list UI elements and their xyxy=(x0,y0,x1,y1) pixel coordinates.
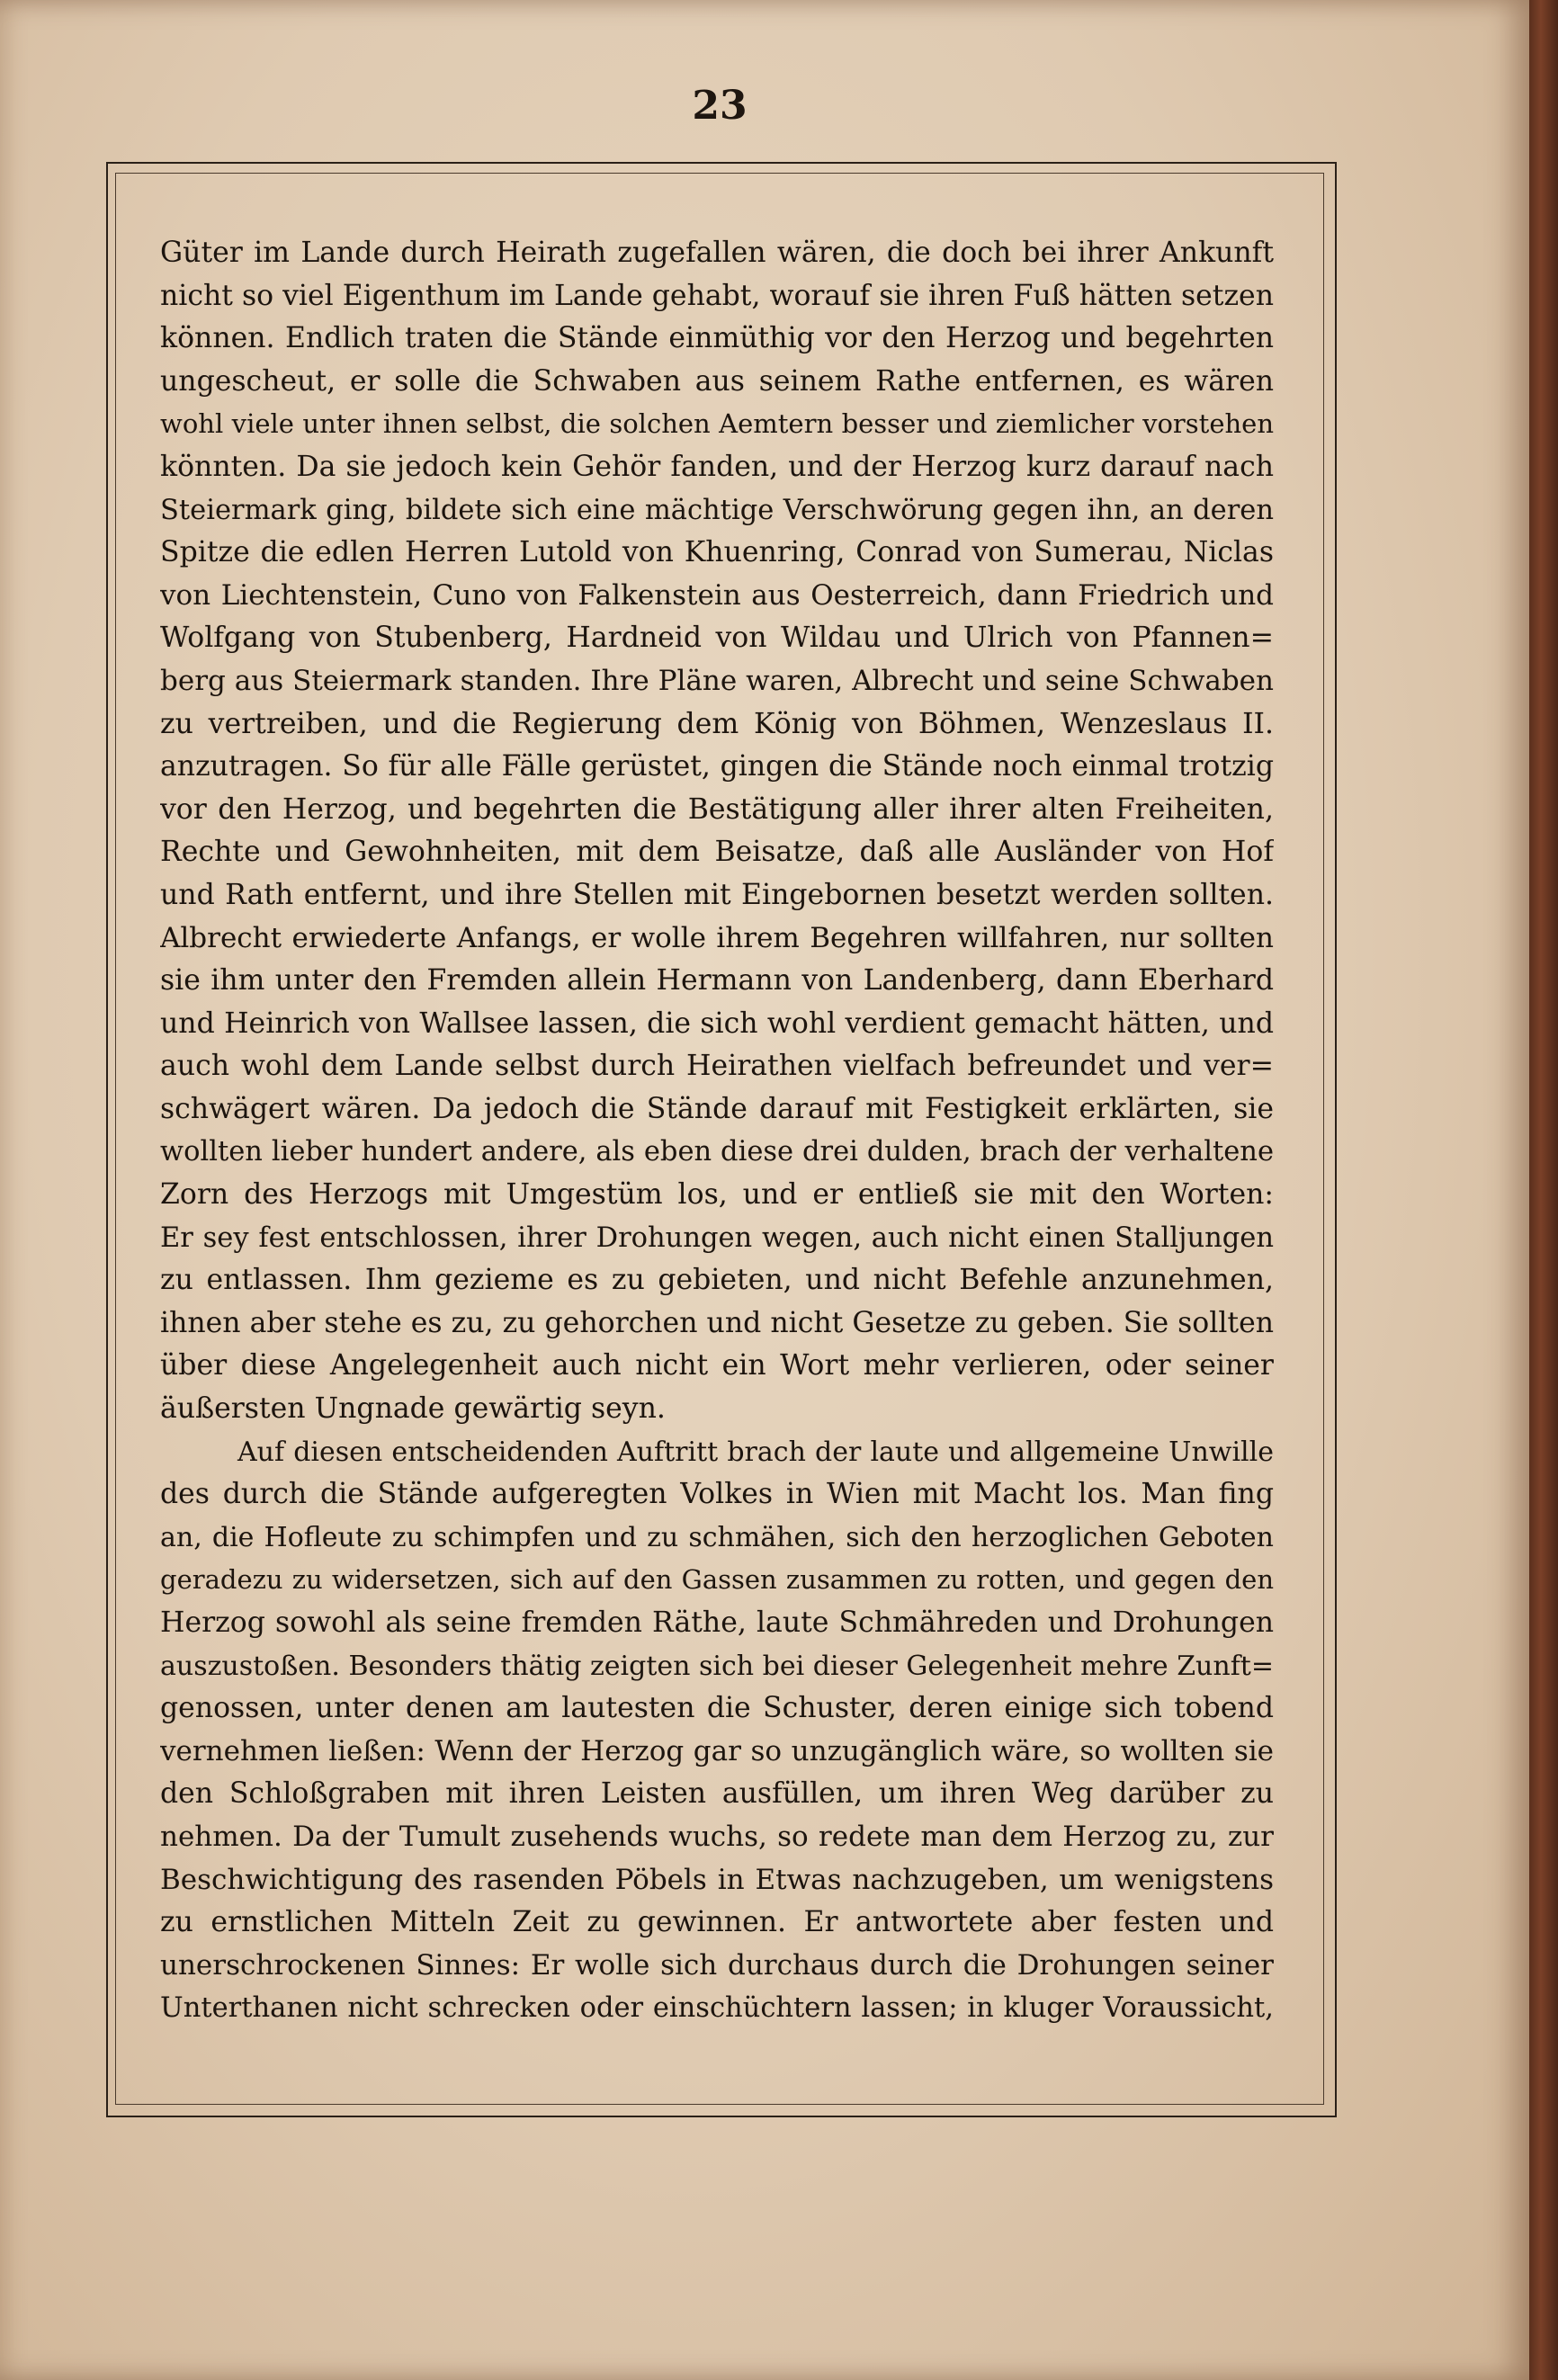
text-line: zu vertreiben, und die Regierung dem König von Böhmen, Wenzeslaus II. xyxy=(160,707,1274,740)
text-line: und Rath entfernt, und ihre Stellen mit Eingebornen besetzt werden sollten. xyxy=(160,878,1274,911)
text-line: des durch die Stände aufgeregten Volkes in Wien mit Macht los. Man fing xyxy=(160,1478,1274,1511)
text-line: könnten. Da sie jedoch kein Gehör fanden, und der Herzog kurz darauf nach xyxy=(160,450,1274,483)
text-line: zu entlassen. Ihm gezieme es zu gebieten, und nicht Befehle anzunehmen, xyxy=(160,1264,1274,1297)
text-line: unerschrockenen Sinnes: Er wolle sich durchaus durch die Drohungen seiner xyxy=(160,1948,1274,1982)
text-line: schwägert wären. Da jedoch die Stände darauf mit Festigkeit erklärten, sie xyxy=(160,1092,1274,1125)
text-line: ihnen aber stehe es zu, zu gehorchen und nicht Gesetze zu geben. Sie sollten xyxy=(160,1306,1274,1339)
book-spine xyxy=(1529,0,1558,2380)
text-line: Er sey fest entschlossen, ihrer Drohungen wegen, auch nicht einen Stalljungen xyxy=(160,1221,1274,1254)
text-line: über diese Angelegenheit auch nicht ein Wort mehr verlieren, oder seiner xyxy=(160,1349,1274,1382)
text-line: berg aus Steiermark standen. Ihre Pläne waren, Albrecht und seine Schwaben xyxy=(160,664,1274,697)
text-line: zu ernstlichen Mitteln Zeit zu gewinnen. Er antwortete aber festen und xyxy=(160,1906,1274,1939)
text-line: Güter im Lande durch Heirath zugefallen wären, die doch bei ihrer Ankunft xyxy=(160,237,1274,269)
text-line: geradezu zu widersetzen, sich auf den Gassen zusammen zu rotten, und gegen den xyxy=(160,1564,1274,1596)
text-line: und Heinrich von Wallsee lassen, die sich wohl verdient gemacht hätten, und xyxy=(160,1007,1274,1040)
text-line: auch wohl dem Lande selbst durch Heirathen vielfach befreundet und ver= xyxy=(160,1050,1274,1083)
text-line: vor den Herzog, und begehrten die Bestätigung aller ihrer alten Freiheiten, xyxy=(160,792,1274,826)
text-line: auszustoßen. Besonders thätig zeigten sich bei dieser Gelegenheit mehre Zunft= xyxy=(160,1650,1274,1682)
text-line: ungescheut, er solle die Schwaben aus seinem Rathe entfernen, es wären xyxy=(160,364,1274,398)
text-line: den Schloßgraben mit ihren Leisten ausfüllen, um ihren Weg darüber zu xyxy=(160,1777,1274,1811)
text-line: nicht so viel Eigenthum im Lande gehabt, worauf sie ihren Fuß hätten setzen xyxy=(160,279,1274,312)
text-line: Steiermark ging, bildete sich eine mächtige Verschwörung gegen ihn, an deren xyxy=(160,494,1274,526)
text-line: Beschwichtigung des rasenden Pöbels in Etwas nachzugeben, um wenigstens xyxy=(160,1863,1274,1896)
text-line: Wolfgang von Stubenberg, Hardneid von Wildau und Ulrich von Pfannen= xyxy=(160,622,1274,655)
text-line: Unterthanen nicht schrecken oder einschüchtern lassen; in kluger Voraussicht, xyxy=(160,1992,1274,2025)
text-line: wohl viele unter ihnen selbst, die solchen Aemtern besser und ziemlicher vorstehen xyxy=(160,408,1274,440)
text-line: von Liechtenstein, Cuno von Falkenstein aus Oesterreich, dann Friedrich und xyxy=(160,578,1274,612)
paragraph-1 xyxy=(160,232,1274,1431)
body-text xyxy=(160,232,1274,2030)
text-line: Rechte und Gewohnheiten, mit dem Beisatze, daß alle Ausländer von Hof xyxy=(160,836,1274,869)
text-line: an, die Hofleute zu schimpfen und zu schmähen, sich den herzoglichen Geboten xyxy=(160,1521,1274,1553)
text-line: wollten lieber hundert andere, als eben diese drei dulden, brach der verhaltene xyxy=(160,1136,1274,1168)
text-line: Zorn des Herzogs mit Umgestüm los, und er entließ sie mit den Worten: xyxy=(160,1178,1274,1212)
text-line: können. Endlich traten die Stände einmüthig vor den Herzog und begehrten xyxy=(160,322,1274,355)
text-line: sie ihm unter den Fremden allein Hermann von Landenberg, dann Eberhard xyxy=(160,964,1274,998)
text-line: vernehmen ließen: Wenn der Herzog gar so unzugänglich wäre, so wollten sie xyxy=(160,1734,1274,1767)
text-line: Auf diesen entscheidenden Auftritt brach der laute und allgemeine Unwille xyxy=(237,1436,1274,1468)
text-line: Spitze die edlen Herren Lutold von Khuenring, Conrad von Sumerau, Niclas xyxy=(160,536,1274,569)
text-line: Herzog sowohl als seine fremden Räthe, laute Schmähreden und Drohungen xyxy=(160,1606,1274,1639)
text-line: äußersten Ungnade gewärtig seyn. xyxy=(160,1392,666,1426)
paragraph-2 xyxy=(160,1431,1274,2030)
text-line: genossen, unter denen am lautesten die Schuster, deren einige sich tobend xyxy=(160,1692,1274,1725)
text-line: Albrecht erwiederte Anfangs, er wolle ihrem Begehren willfahren, nur sollten xyxy=(160,921,1274,954)
text-line: anzutragen. So für alle Fälle gerüstet, gingen die Stände noch einmal trotzig xyxy=(160,750,1274,783)
text-line: nehmen. Da der Tumult zusehends wuchs, so redete man dem Herzog zu, zur xyxy=(160,1820,1274,1853)
page-number: 23 xyxy=(692,83,748,129)
